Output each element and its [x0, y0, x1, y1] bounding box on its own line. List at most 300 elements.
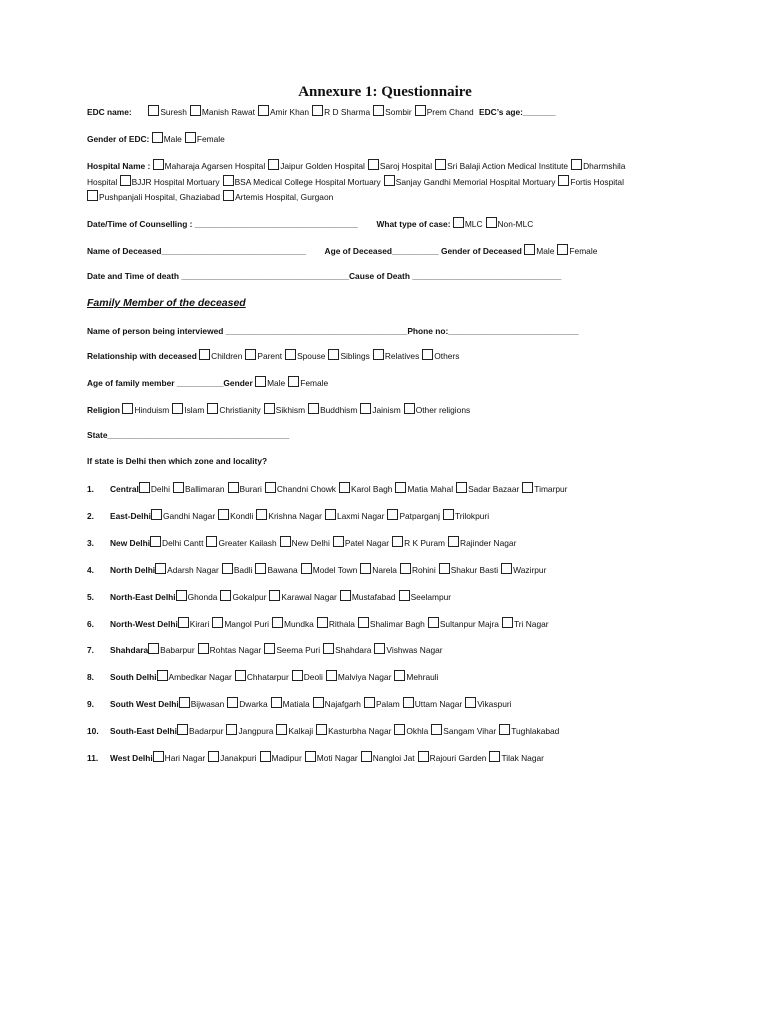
hospital-option-saroj-hospital[interactable]	[368, 158, 432, 174]
checkbox[interactable]	[87, 190, 98, 201]
locality-option-okhla[interactable]	[394, 723, 428, 739]
locality-option-mehrauli[interactable]	[394, 669, 438, 685]
family-gender-option-male[interactable]	[255, 375, 285, 391]
checkbox[interactable]	[190, 105, 201, 116]
checkbox[interactable]	[360, 563, 371, 574]
locality-option-badli[interactable]	[222, 562, 253, 578]
checkbox[interactable]	[465, 697, 476, 708]
phone-field[interactable]: Phone no:____________________________	[407, 326, 579, 336]
locality-option-greater-kailash[interactable]	[206, 535, 276, 551]
locality-option-sangam-vihar[interactable]	[431, 723, 496, 739]
relationship-option-siblings[interactable]	[328, 348, 369, 364]
locality-option-mundka[interactable]	[272, 616, 314, 632]
locality-option-madipur[interactable]	[260, 750, 302, 766]
edc-option-prem-chand[interactable]	[415, 104, 474, 120]
locality-option-label: Delhi	[150, 484, 170, 494]
checkbox[interactable]	[256, 509, 267, 520]
checkbox[interactable]	[387, 509, 398, 520]
hospital-row-1	[87, 158, 730, 174]
checkbox[interactable]	[399, 590, 410, 601]
relationship-option-label: Others	[434, 351, 460, 361]
checkbox[interactable]	[222, 563, 233, 574]
locality-option-label: Timarpur	[534, 484, 568, 494]
checkbox[interactable]	[155, 563, 166, 574]
hospital-option-sanjay-gandhi-memorial-hospital-mortuary[interactable]	[384, 174, 556, 190]
locality-option-karawal-nagar[interactable]	[269, 589, 336, 605]
locality-option-label: Hari Nagar	[164, 753, 206, 763]
checkbox[interactable]	[394, 670, 405, 681]
locality-option-label: Janakpuri	[220, 753, 257, 763]
locality-option-label: Babarpur	[160, 645, 195, 656]
locality-option-gandhi-nagar[interactable]	[151, 508, 215, 524]
locality-option-kasturbha-nagar[interactable]	[316, 723, 391, 739]
locality-option-mustafabad[interactable]	[340, 589, 396, 605]
locality-option-label: Kalkaji	[288, 726, 314, 737]
locality-option-label: Sangam Vihar	[443, 726, 497, 737]
locality-option-label: Rithala	[328, 618, 355, 629]
locality-option-label: Karawal Nagar	[281, 591, 337, 602]
locality-option-matiala[interactable]	[271, 696, 310, 712]
checkbox[interactable]	[448, 536, 459, 547]
locality-option-moti-nagar[interactable]	[305, 750, 358, 766]
zone-name: South Delhi	[110, 672, 157, 683]
checkbox[interactable]	[340, 590, 351, 601]
relationship-option-parent[interactable]	[245, 348, 282, 364]
locality-option-hari-nagar[interactable]	[153, 750, 206, 766]
checkbox[interactable]	[339, 482, 350, 493]
checkbox[interactable]	[218, 509, 229, 520]
checkbox[interactable]	[313, 697, 324, 708]
checkbox[interactable]	[502, 617, 513, 628]
edc-option-manish-rawat[interactable]	[190, 104, 255, 120]
locality-option-new-delhi[interactable]	[280, 535, 330, 551]
locality-option-label: Rohtas Nagar	[209, 645, 262, 656]
checkbox[interactable]	[207, 403, 218, 414]
locality-option-label: Ambedkar Nagar	[168, 672, 232, 683]
hospital-option-jaipur-golden-hospital[interactable]	[268, 158, 365, 174]
locality-option-label: Bijwasan	[190, 699, 225, 710]
locality-option-sadar-bazaar[interactable]	[456, 481, 519, 497]
edc-option-r-d-sharma[interactable]	[312, 104, 370, 120]
checkbox[interactable]	[120, 175, 131, 186]
locality-option-label: Moti Nagar	[316, 753, 358, 763]
checkbox[interactable]	[185, 132, 196, 143]
locality-option-chandni-chowk[interactable]	[265, 481, 336, 497]
edc-option-sombir[interactable]	[373, 104, 412, 120]
checkbox[interactable]	[453, 217, 464, 228]
locality-option-label: Mundka	[284, 618, 314, 629]
edc-option-label: Sombir	[385, 107, 412, 117]
checkbox[interactable]	[157, 670, 168, 681]
locality-option-patparganj[interactable]	[387, 508, 440, 524]
zone-row-north-east-delhi	[87, 589, 730, 605]
locality-option-deoli[interactable]	[292, 669, 323, 685]
deceased-gender-label: Gender of Deceased	[440, 246, 522, 256]
case-type-option-mlc[interactable]	[453, 216, 483, 232]
locality-option-ballimaran[interactable]	[173, 481, 225, 497]
checkbox[interactable]	[404, 403, 415, 414]
zone-name: North Delhi	[110, 564, 156, 575]
locality-option-kirari[interactable]	[178, 616, 210, 632]
checkbox[interactable]	[418, 751, 429, 762]
checkbox[interactable]	[384, 175, 395, 186]
hospital-option-dharmshila[interactable]	[571, 158, 625, 174]
locality-option-label: Okhla	[406, 726, 429, 737]
edc-option-label: Amir Khan	[269, 107, 310, 117]
checkbox[interactable]	[415, 105, 426, 116]
checkbox[interactable]	[228, 482, 239, 493]
checkbox[interactable]	[435, 159, 446, 170]
zone-row-south-delhi	[87, 669, 730, 685]
checkbox[interactable]	[400, 563, 411, 574]
checkbox[interactable]	[308, 403, 319, 414]
relationship-option-label: Spouse	[297, 351, 326, 361]
checkbox[interactable]	[364, 697, 375, 708]
zone-row-south-east-delhi	[87, 723, 730, 739]
checkbox[interactable]	[323, 643, 334, 654]
locality-option-jangpura[interactable]	[226, 723, 273, 739]
zone-number: 1.	[87, 484, 94, 494]
checkbox[interactable]	[325, 509, 336, 520]
zone-name: Shahdara	[110, 645, 149, 656]
locality-option-delhi-cantt[interactable]	[150, 535, 203, 551]
checkbox[interactable]	[428, 617, 439, 628]
religion-option-other-religions[interactable]	[404, 402, 470, 418]
deceased-gender-option-label: Male	[536, 246, 555, 256]
checkbox[interactable]	[305, 751, 316, 762]
zone-number: 5.	[87, 591, 94, 602]
locality-option-patel-nagar[interactable]	[333, 535, 389, 551]
checkbox[interactable]	[285, 349, 296, 360]
checkbox[interactable]	[265, 482, 276, 493]
locality-option-vishwas-nagar[interactable]	[374, 642, 442, 658]
locality-option-shalimar-bagh[interactable]	[358, 616, 425, 632]
deceased-gender-option-male[interactable]	[524, 243, 554, 259]
family-age-field[interactable]: Age of family member __________	[87, 378, 224, 388]
edc-name-label: EDC name:	[87, 107, 132, 117]
zone-name: South-East Delhi	[110, 726, 178, 737]
hospital-option-artemis-hospital-gurgaon[interactable]	[223, 189, 333, 205]
checkbox[interactable]	[212, 617, 223, 628]
locality-option-narela[interactable]	[360, 562, 397, 578]
checkbox[interactable]	[358, 617, 369, 628]
hospital-option-bjjr-hospital-mortuary[interactable]	[120, 174, 220, 190]
locality-option-sultanpur-majra[interactable]	[428, 616, 499, 632]
checkbox[interactable]	[227, 697, 238, 708]
counselling-label[interactable]: Date/Time of Counselling : ___________________________________	[87, 219, 358, 229]
edc-option-amir-khan[interactable]	[258, 104, 309, 120]
checkbox[interactable]	[360, 403, 371, 414]
checkbox[interactable]	[223, 175, 234, 186]
cause-of-death-field[interactable]: Cause of Death ________________________________	[349, 271, 562, 281]
interviewed-row	[87, 323, 730, 339]
hospital-option-pushpanjali-hospital-ghaziabad[interactable]	[87, 189, 220, 205]
relationship-option-label: Relatives	[384, 351, 420, 361]
edc-option-label: Prem Chand	[426, 107, 474, 117]
locality-option-burari[interactable]	[228, 481, 262, 497]
checkbox[interactable]	[292, 670, 303, 681]
checkbox[interactable]	[333, 536, 344, 547]
checkbox[interactable]	[176, 590, 187, 601]
checkbox[interactable]	[260, 751, 271, 762]
locality-option-rajinder-nagar[interactable]	[448, 535, 516, 551]
locality-option-mangol-puri[interactable]	[212, 616, 269, 632]
checkbox[interactable]	[328, 349, 339, 360]
locality-option-tri-nagar[interactable]	[502, 616, 549, 632]
zone-row-central	[87, 481, 730, 497]
relationship-row	[87, 348, 730, 364]
locality-option-laxmi-nagar[interactable]	[325, 508, 384, 524]
locality-option-trilokpuri[interactable]	[443, 508, 489, 524]
locality-option-label: Patparganj	[399, 510, 440, 521]
checkbox[interactable]	[431, 724, 442, 735]
locality-option-nangloi-jat[interactable]	[361, 750, 415, 766]
checkbox[interactable]	[271, 697, 282, 708]
checkbox[interactable]	[368, 159, 379, 170]
checkbox[interactable]	[199, 349, 210, 360]
checkbox[interactable]	[264, 643, 275, 654]
checkbox[interactable]	[151, 509, 162, 520]
locality-option-rajouri-garden[interactable]	[418, 750, 487, 766]
locality-option-uttam-nagar[interactable]	[403, 696, 462, 712]
checkbox[interactable]	[301, 563, 312, 574]
locality-option-delhi[interactable]	[139, 481, 170, 497]
checkbox[interactable]	[276, 724, 287, 735]
checkbox[interactable]	[226, 724, 237, 735]
checkbox[interactable]	[392, 536, 403, 547]
checkbox[interactable]	[153, 159, 164, 170]
checkbox[interactable]	[374, 643, 385, 654]
locality-option-adarsh-nagar[interactable]	[155, 562, 219, 578]
case-type-option-non-mlc[interactable]	[486, 216, 534, 232]
edc-option-label: Manish Rawat	[201, 107, 255, 117]
checkbox[interactable]	[264, 403, 275, 414]
checkbox[interactable]	[272, 617, 283, 628]
zone-name: Central	[110, 484, 139, 494]
locality-option-label: Kasturbha Nagar	[328, 726, 392, 737]
edc-gender-option-female[interactable]	[185, 131, 225, 147]
hospital-option-sri-balaji-action-medical-institute[interactable]	[435, 158, 568, 174]
locality-option-shahdara[interactable]	[323, 642, 371, 658]
checkbox[interactable]	[422, 349, 433, 360]
locality-option-janakpuri[interactable]	[208, 750, 256, 766]
locality-option-label: Mustafabad	[351, 591, 396, 602]
checkbox[interactable]	[522, 482, 533, 493]
locality-option-babarpur[interactable]	[148, 642, 194, 658]
locality-option-rohini[interactable]	[400, 562, 436, 578]
checkbox[interactable]	[152, 132, 163, 143]
checkbox[interactable]	[326, 670, 337, 681]
checkbox[interactable]	[172, 403, 183, 414]
locality-option-chhatarpur[interactable]	[235, 669, 289, 685]
checkbox[interactable]	[148, 105, 159, 116]
religion-option-hinduism[interactable]	[122, 402, 169, 418]
checkbox[interactable]	[524, 244, 535, 255]
checkbox[interactable]	[501, 563, 512, 574]
relationship-option-children[interactable]	[199, 348, 242, 364]
checkbox[interactable]	[173, 482, 184, 493]
locality-option-dwarka[interactable]	[227, 696, 267, 712]
checkbox[interactable]	[571, 159, 582, 170]
relationship-option-relatives[interactable]	[373, 348, 419, 364]
family-gender-option-female[interactable]	[288, 375, 328, 391]
hospital-option-fortis-hospital[interactable]	[558, 174, 624, 190]
checkbox[interactable]	[198, 643, 209, 654]
family-gender-label: Gender	[223, 378, 253, 388]
hospital-option-bsa-medical-college-hospital-mortuary[interactable]	[223, 174, 381, 190]
locality-option-bawana[interactable]	[255, 562, 297, 578]
religion-option-jainism[interactable]	[360, 402, 400, 418]
locality-option-kalkaji[interactable]	[276, 723, 313, 739]
locality-option-vikaspuri[interactable]	[465, 696, 511, 712]
locality-option-matia-mahal[interactable]	[395, 481, 453, 497]
checkbox[interactable]	[394, 724, 405, 735]
checkbox[interactable]	[439, 563, 450, 574]
state-field[interactable]: State_______________________________________	[87, 430, 290, 440]
state-row	[87, 427, 730, 443]
checkbox[interactable]	[223, 190, 234, 201]
checkbox[interactable]	[208, 751, 219, 762]
deceased-gender-option-female[interactable]	[557, 243, 597, 259]
deceased-gender-option-label: Female	[569, 246, 598, 256]
checkbox[interactable]	[499, 724, 510, 735]
checkbox[interactable]	[122, 403, 133, 414]
locality-option-label: Greater Kailash	[218, 537, 277, 548]
locality-option-label: Karol Bagh	[351, 484, 393, 494]
zone-row-new-delhi	[87, 535, 730, 551]
checkbox[interactable]	[443, 509, 454, 520]
checkbox[interactable]	[456, 482, 467, 493]
checkbox[interactable]	[486, 217, 497, 228]
religion-option-buddhism[interactable]	[308, 402, 357, 418]
locality-option-karol-bagh[interactable]	[339, 481, 392, 497]
checkbox[interactable]	[150, 536, 161, 547]
deceased-age-field[interactable]: Age of Deceased__________	[324, 246, 439, 256]
locality-option-label: Rohini	[411, 564, 436, 575]
checkbox[interactable]	[177, 724, 188, 735]
locality-option-seema-puri[interactable]	[264, 642, 320, 658]
locality-option-ambedkar-nagar[interactable]	[157, 669, 232, 685]
checkbox[interactable]	[403, 697, 414, 708]
checkbox[interactable]	[361, 751, 372, 762]
checkbox[interactable]	[255, 563, 266, 574]
hospital-option-maharaja-agarsen-hospital[interactable]	[153, 158, 266, 174]
checkbox[interactable]	[395, 482, 406, 493]
zone-number: 10.	[87, 726, 99, 737]
locality-option-tilak-nagar[interactable]	[489, 750, 544, 766]
checkbox[interactable]	[245, 349, 256, 360]
zone-name: North-West Delhi	[110, 618, 178, 629]
checkbox[interactable]	[139, 482, 150, 493]
checkbox[interactable]	[280, 536, 291, 547]
family-gender-option-label: Female	[300, 378, 329, 388]
checkbox[interactable]	[148, 643, 159, 654]
relationship-option-others[interactable]	[422, 348, 459, 364]
locality-option-label: Sultanpur Majra	[439, 618, 499, 629]
locality-option-tughlakabad[interactable]	[499, 723, 559, 739]
locality-option-wazirpur[interactable]	[501, 562, 546, 578]
locality-option-krishna-nagar[interactable]	[256, 508, 322, 524]
checkbox[interactable]	[269, 590, 280, 601]
edc-gender-label: Gender of EDC:	[87, 134, 150, 144]
checkbox[interactable]	[179, 697, 190, 708]
checkbox[interactable]	[220, 590, 231, 601]
locality-option-rithala[interactable]	[317, 616, 355, 632]
locality-option-gokalpur[interactable]	[220, 589, 266, 605]
locality-option-r-k-puram[interactable]	[392, 535, 445, 551]
checkbox[interactable]	[235, 670, 246, 681]
checkbox[interactable]	[268, 159, 279, 170]
religion-option-label: Jainism	[372, 405, 401, 415]
case-type-option-label: Non-MLC	[497, 219, 534, 229]
death-datetime-field[interactable]: Date and Time of death ____________________________________	[87, 271, 349, 281]
locality-option-seelampur[interactable]	[399, 589, 452, 605]
checkbox[interactable]	[373, 349, 384, 360]
checkbox[interactable]	[489, 751, 500, 762]
edc-option-suresh[interactable]	[148, 104, 187, 120]
religion-option-christianity[interactable]	[207, 402, 260, 418]
locality-option-label: Seelampur	[410, 591, 452, 602]
checkbox[interactable]	[317, 617, 328, 628]
checkbox[interactable]	[373, 105, 384, 116]
death-row	[87, 268, 730, 284]
checkbox[interactable]	[558, 175, 569, 186]
checkbox[interactable]	[255, 376, 266, 387]
locality-option-label: Gandhi Nagar	[162, 510, 216, 521]
locality-option-palam[interactable]	[364, 696, 400, 712]
zone-number: 2.	[87, 510, 94, 521]
locality-option-najafgarh[interactable]	[313, 696, 361, 712]
checkbox[interactable]	[258, 105, 269, 116]
checkbox[interactable]	[312, 105, 323, 116]
hospital-option-label: Dharmshila	[583, 161, 626, 171]
case-type-label: What type of case:	[376, 219, 451, 229]
locality-option-label: Shahdara	[335, 645, 372, 656]
locality-option-bijwasan[interactable]	[179, 696, 225, 712]
zone-name: West Delhi	[110, 753, 153, 763]
locality-option-label: Sadar Bazaar	[468, 484, 520, 494]
locality-option-rohtas-nagar[interactable]	[198, 642, 262, 658]
interviewed-name-field[interactable]: Name of person being interviewed _______________________________________	[87, 326, 408, 336]
zone-row-east-delhi	[87, 508, 730, 524]
relationship-option-spouse[interactable]	[285, 348, 325, 364]
zone-row-south-west-delhi	[87, 696, 730, 712]
locality-option-badarpur[interactable]	[177, 723, 223, 739]
deceased-name-field[interactable]: Name of Deceased_______________________________	[87, 246, 306, 256]
checkbox[interactable]	[206, 536, 217, 547]
locality-option-model-town[interactable]	[301, 562, 358, 578]
locality-option-timarpur[interactable]	[522, 481, 567, 497]
checkbox[interactable]	[316, 724, 327, 735]
checkbox[interactable]	[178, 617, 189, 628]
edc-gender-option-male[interactable]	[152, 131, 182, 147]
locality-option-ghonda[interactable]	[176, 589, 218, 605]
checkbox[interactable]	[153, 751, 164, 762]
religion-option-sikhism[interactable]	[264, 402, 305, 418]
religion-label: Religion	[87, 405, 121, 415]
locality-option-shakur-basti[interactable]	[439, 562, 498, 578]
checkbox[interactable]	[557, 244, 568, 255]
locality-option-kondli[interactable]	[218, 508, 253, 524]
zone-number: 3.	[87, 537, 94, 548]
checkbox[interactable]	[288, 376, 299, 387]
locality-option-malviya-nagar[interactable]	[326, 669, 392, 685]
locality-option-label: Badli	[233, 564, 253, 575]
zone-name: North-East Delhi	[110, 591, 176, 602]
hospital-option-label: Pushpanjali Hospital, Ghaziabad	[99, 192, 221, 202]
family-age-row	[87, 375, 730, 391]
religion-option-islam[interactable]	[172, 402, 204, 418]
